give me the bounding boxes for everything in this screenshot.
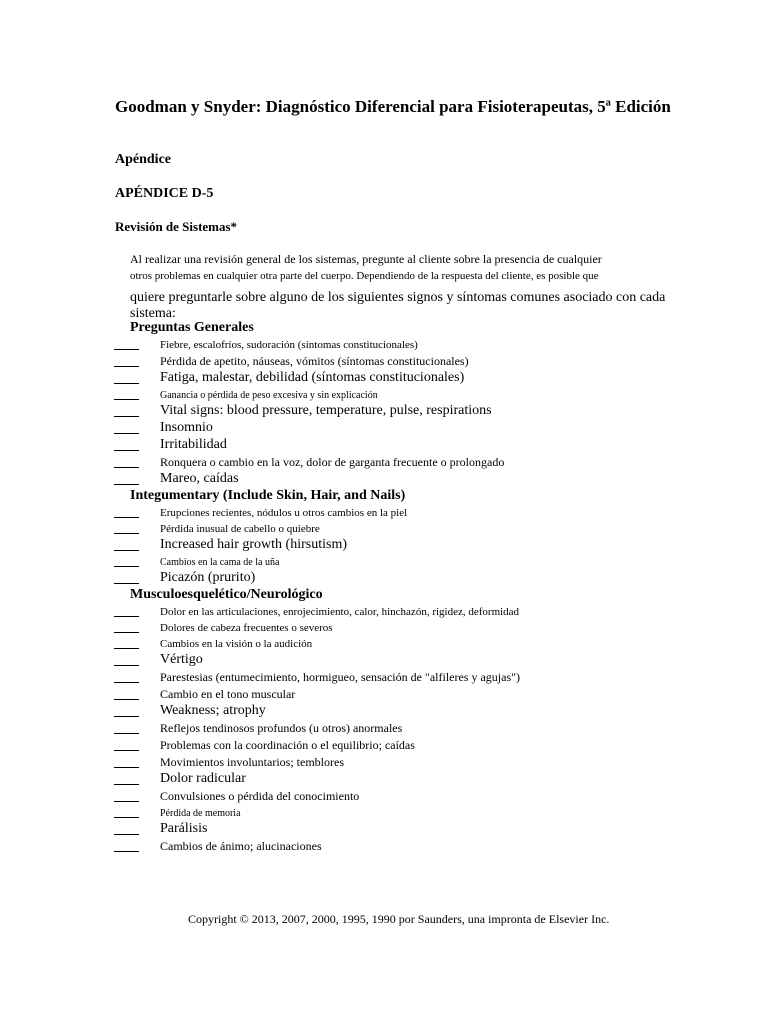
symptom-checklist (0, 319, 768, 854)
answer-blank-line[interactable] (114, 632, 139, 633)
section-heading: Revisión de Sistemas* (115, 219, 238, 234)
answer-blank-line[interactable] (114, 851, 139, 852)
checklist-item-label: Convulsiones o pérdida del conocimiento (160, 789, 360, 803)
checklist-item-label: Dolores de cabeza frecuentes o severos (160, 622, 333, 634)
checklist-item (0, 804, 768, 820)
answer-blank-line[interactable] (114, 817, 139, 818)
checklist-item (0, 635, 768, 651)
section-title: Musculoesquelético/Neurológico (130, 587, 323, 602)
answer-blank-line[interactable] (114, 648, 139, 649)
checklist-item-label: Mareo, caídas (160, 471, 239, 486)
answer-blank-line[interactable] (114, 665, 139, 666)
intro-paragraph (130, 251, 670, 322)
checklist-item (0, 504, 768, 520)
checklist-item-label: Erupciones recientes, nódulos u otros cambios en la piel (160, 507, 408, 519)
checklist-item-label: Vértigo (160, 652, 203, 667)
answer-blank-line[interactable] (114, 416, 139, 417)
checklist-item (0, 569, 768, 586)
answer-blank-line[interactable] (114, 583, 139, 584)
checklist-item (0, 651, 768, 668)
checklist-item-label: Parálisis (160, 821, 208, 836)
checklist-item (0, 685, 768, 702)
checklist-item (0, 352, 768, 369)
checklist-item-label: Movimientos involuntarios; temblores (160, 755, 344, 769)
answer-blank-line[interactable] (114, 366, 139, 367)
answer-blank-line[interactable] (114, 750, 139, 751)
checklist-item-label: Cambios en la cama de la uña (160, 557, 280, 568)
checklist-item (0, 619, 768, 635)
answer-blank-line[interactable] (114, 834, 139, 835)
checklist-item (0, 736, 768, 753)
checklist-item (0, 603, 768, 619)
checklist-item (0, 386, 768, 402)
checklist-item (0, 436, 768, 453)
checklist-item-label: Cambios en la visión o la audición (160, 638, 313, 650)
checklist-item (0, 336, 768, 352)
checklist-item-label: Ganancia o pérdida de peso excesiva y sin explicación (160, 390, 378, 401)
checklist-item-label: Pérdida de memoria (160, 808, 241, 819)
checklist-item-label: Irritabilidad (160, 437, 227, 452)
checklist-item (0, 702, 768, 719)
checklist-item (0, 837, 768, 854)
answer-blank-line[interactable] (114, 433, 139, 434)
answer-blank-line[interactable] (114, 533, 139, 534)
checklist-item-label: Increased hair growth (hirsutism) (160, 537, 347, 552)
answer-blank-line[interactable] (114, 450, 139, 451)
answer-blank-line[interactable] (114, 399, 139, 400)
answer-blank-line[interactable] (114, 682, 139, 683)
answer-blank-line[interactable] (114, 716, 139, 717)
checklist-item (0, 770, 768, 787)
checklist-item (0, 668, 768, 685)
checklist-item-label: Weakness; atrophy (160, 703, 266, 718)
checklist-item-label: Ronquera o cambio en la voz, dolor de garganta frecuente o prolongado (160, 455, 505, 469)
checklist-item (0, 453, 768, 470)
checklist-item-label: Pérdida inusual de cabello o quiebre (160, 523, 320, 535)
checklist-item-label: Parestesias (entumecimiento, hormigueo, sensación de "alfileres y agujas") (160, 670, 521, 684)
intro-line-1: Al realizar una revisión general de los sistemas, pregunte al cliente sobre la presencia de cualquier (130, 252, 602, 266)
section-title: Preguntas Generales (130, 320, 254, 335)
checklist-item (0, 369, 768, 386)
document-title: Goodman y Snyder: Diagnóstico Diferencial para Fisioterapeutas, 5ª Edición (115, 97, 671, 116)
checklist-item-label: Fiebre, escalofríos, sudoración (síntomas constitucionales) (160, 339, 418, 351)
checklist-item-label: Cambio en el tono muscular (160, 687, 296, 701)
answer-blank-line[interactable] (114, 784, 139, 785)
intro-line-2: otros problemas en cualquier otra parte del cuerpo. Dependiendo de la respuesta del cliente, es posible que (130, 270, 599, 282)
answer-blank-line[interactable] (114, 566, 139, 567)
appendix-label: Apéndice (115, 152, 171, 167)
copyright-footer: Copyright © 2013, 2007, 2000, 1995, 1990 por Saunders, una impronta de Elsevier Inc. (188, 912, 610, 926)
checklist-item-label: Problemas con la coordinación o el equilibrio; caídas (160, 738, 415, 752)
section-title: Integumentary (Include Skin, Hair, and Nails) (130, 488, 406, 503)
checklist-item (0, 753, 768, 770)
checklist-item (0, 402, 768, 419)
answer-blank-line[interactable] (114, 801, 139, 802)
intro-line-3: quiere preguntarle sobre alguno de los siguientes signos y síntomas comunes asociado con cada sistema: (130, 290, 666, 321)
checklist-item (0, 787, 768, 804)
answer-blank-line[interactable] (114, 517, 139, 518)
checklist-item (0, 419, 768, 436)
checklist-item-label: Dolor radicular (160, 771, 246, 786)
answer-blank-line[interactable] (114, 550, 139, 551)
answer-blank-line[interactable] (114, 383, 139, 384)
answer-blank-line[interactable] (114, 349, 139, 350)
checklist-item (0, 820, 768, 837)
checklist-item (0, 719, 768, 736)
checklist-item (0, 536, 768, 553)
answer-blank-line[interactable] (114, 616, 139, 617)
checklist-item-label: Fatiga, malestar, debilidad (síntomas constitucionales) (160, 370, 465, 385)
checklist-item (0, 520, 768, 536)
checklist-item-label: Picazón (prurito) (160, 570, 256, 585)
answer-blank-line[interactable] (114, 467, 139, 468)
checklist-item-label: Cambios de ánimo; alucinaciones (160, 839, 322, 853)
answer-blank-line[interactable] (114, 484, 139, 485)
checklist-item-label: Insomnio (160, 420, 213, 435)
answer-blank-line[interactable] (114, 699, 139, 700)
answer-blank-line[interactable] (114, 767, 139, 768)
answer-blank-line[interactable] (114, 733, 139, 734)
checklist-item-label: Vital signs: blood pressure, temperature, pulse, respirations (160, 403, 492, 418)
checklist-item-label: Dolor en las articulaciones, enrojecimiento, calor, hinchazón, rigidez, deformidad (160, 606, 520, 618)
checklist-item (0, 553, 768, 569)
checklist-item (0, 470, 768, 487)
checklist-item-label: Reflejos tendinosos profundos (u otros) anormales (160, 721, 403, 735)
checklist-item-label: Pérdida de apetito, náuseas, vómitos (síntomas constitucionales) (160, 354, 469, 368)
appendix-id: APÉNDICE D-5 (115, 186, 214, 201)
